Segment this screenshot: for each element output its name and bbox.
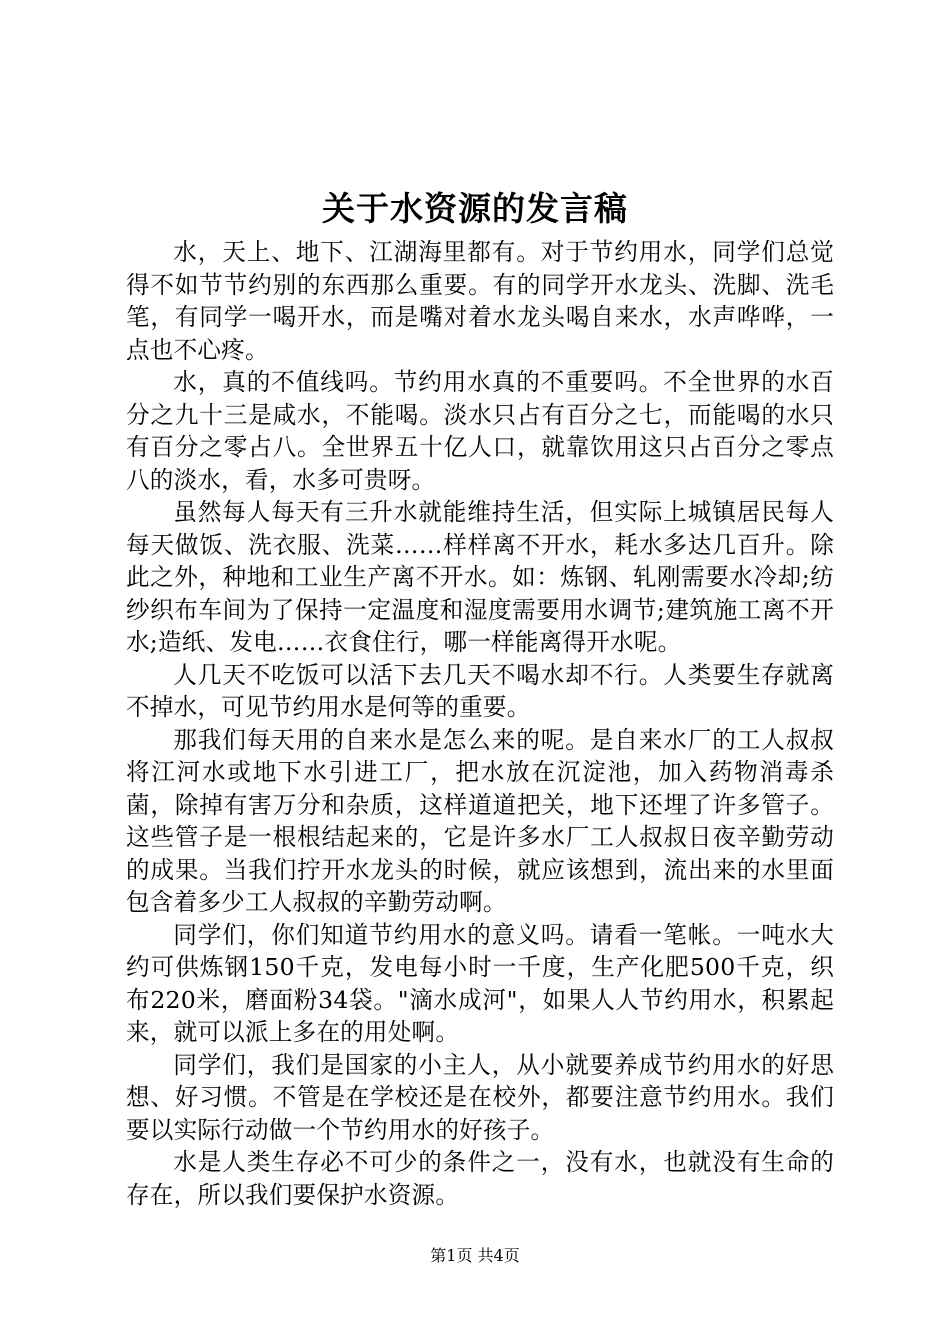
paragraph: 同学们，我们是国家的小主人，从小就要养成节约用水的好思想、好习惯。不管是在学校还是在校外，都要注意节约用水。我们要以实际行动做一个节约用水的好孩子。 bbox=[126, 1050, 834, 1144]
document-body bbox=[126, 236, 834, 1211]
paragraph: 虽然每人每天有三升水就能维持生活，但实际上城镇居民每人每天做饭、洗衣服、洗菜……样样离不开水，耗水多达几百升。除此之外，种地和工业生产离不开水。如：炼钢、轧刚需要水冷却;纺纱织布车间为了保持一定温度和湿度需要用水调节;建筑施工离不开水;造纸、发电……衣食住行，哪一样能离得开水呢。 bbox=[126, 498, 834, 656]
paragraph: 水，真的不值线吗。节约用水真的不重要吗。不全世界的水百分之九十三是咸水，不能喝。淡水只占有百分之七，而能喝的水只有百分之零占八。全世界五十亿人口，就靠饮用这只占百分之零点八的淡水，看，水多可贵呀。 bbox=[126, 368, 834, 494]
paragraph: 人几天不吃饭可以活下去几天不喝水却不行。人类要生存就离不掉水，可见节约用水是何等的重要。 bbox=[126, 660, 834, 721]
paragraph: 水是人类生存必不可少的条件之一，没有水，也就没有生命的存在，所以我们要保护水资源。 bbox=[126, 1148, 834, 1209]
paragraph: 同学们，你们知道节约用水的意义吗。请看一笔帐。一吨水大约可供炼钢150千克，发电每小时一千度，生产化肥500千克，织布220米，磨面粉34袋。"滴水成河"，如果人人节约用水，积累起来，就可以派上多在的用处啊。 bbox=[126, 920, 834, 1046]
paragraph: 水，天上、地下、江湖海里都有。对于节约用水，同学们总觉得不如节节约别的东西那么重要。有的同学开水龙头、洗脚、洗毛笔，有同学一喝开水，而是嘴对着水龙头喝自来水，水声哗哗，一点也不心疼。 bbox=[126, 238, 834, 364]
paragraph: 那我们每天用的自来水是怎么来的呢。是自来水厂的工人叔叔将江河水或地下水引进工厂，把水放在沉淀池，加入药物消毒杀菌，除掉有害万分和杂质，这样道道把关，地下还埋了许多管子。这些管子是一根根结起来的，它是许多水厂工人叔叔日夜辛勤劳动的成果。当我们拧开水龙头的时候，就应该想到，流出来的水里面包含着多少工人叔叔的辛勤劳动啊。 bbox=[126, 725, 834, 916]
document-title: 关于水资源的发言稿 bbox=[322, 189, 628, 228]
page-number-footer: 第1页 共4页 bbox=[430, 1246, 520, 1265]
